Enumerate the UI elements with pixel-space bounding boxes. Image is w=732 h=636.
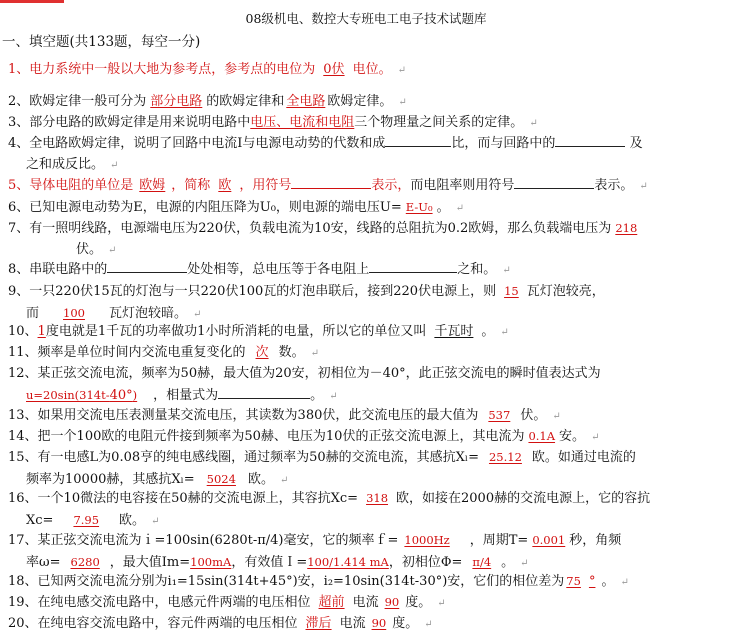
question-9: 9、一只220伏15瓦的灯泡与一只220伏100瓦的灯泡串联后，接到220伏电源上，则 15 瓦灯泡较亮， 而 100 瓦灯泡较暗。 ↵ (8, 284, 605, 321)
question-8: 8、串联电路中的 处处相等，总电压等于各电阻上 之和。 ↵ (8, 262, 511, 277)
question-1: 1、电力系统中一般以大地为参考点，参考点的电位为 0伏 电位。 ↵ (8, 62, 406, 77)
answer-blank (555, 134, 625, 147)
question-4: 4、全电路欧姆定律，说明了回路中电流Ⅰ与电源电动势的代数和成 比，而与回路中的 及 之和成反比。 ↵ (8, 136, 643, 172)
answer-blank (369, 260, 457, 273)
page-title: 08级机电、数控大专班电工电子技术试题库 (245, 11, 487, 26)
top-edge-mark (0, 0, 64, 3)
answer-blank (107, 260, 187, 273)
question-15: 15、有一电感L为0.08亨的纯电感线圈，通过频率为50赫的交流电流，其感抗Xₗ= 25.12 欧。如通过电流的 频率为10000赫，其感抗Xₗ= 5024 欧。 ↵ (8, 450, 636, 487)
question-18: 18、已知两交流电流分别为i₁=15sin(314t+45°)安，i₂=10sin(314t-30°)安，它们的相位差为 75 ° 。 ↵ (8, 574, 629, 589)
section-heading: 一、填空题(共133题，每空一分) (2, 34, 201, 50)
question-3: 3、部分电路的欧姆定律是用来说明电路中电压、电流和电阻三个物理量之间关系的定律。 ↵ (8, 115, 538, 130)
question-10: 10、1度电就是1千瓦的功率做功1小时所消耗的电量，所以它的单位又叫 千瓦时 。 ↵ (8, 324, 509, 339)
question-2: 2、欧姆定律一般可分为 部分电路 的欧姆定律和 全电路 欧姆定律。 ↵ (8, 94, 407, 109)
question-12: 12、某正弦交流电流，频率为50赫，最大值为20安，初相位为－40°，此正弦交流电的瞬时值表达式为 u=20sin(314t-40°) ，相量式为 。 ↵ (8, 366, 601, 403)
answer-blank (218, 386, 310, 399)
answer-blank (385, 134, 451, 147)
question-13: 13、如果用交流电压表测量某交流电压，其读数为380伏，此交流电压的最大值为 537 伏。 ↵ (8, 408, 561, 423)
question-17: 17、某正弦交流电流为ｉ=100sin(6280t-π/4)毫安，它的频率ｆ= 1000Hz ，周期T= 0.001 秒，角频 率ω= 6280 ，最大值Im=100mA，有效值Ｉ=100/1.414 mA，初相位Φ= π/4 。 ↵ (8, 533, 622, 570)
answer-blank (514, 176, 594, 189)
question-14: 14、把一个100欧的电阻元件接到频率为50赫、电压为10伏的正弦交流电源上，其电流为 0.1A 安。 ↵ (8, 429, 600, 444)
question-19: 19、在纯电感交流电路中，电感元件两端的电压相位 超前 电流 90 度。 ↵ (8, 595, 446, 610)
question-5: 5、导体电阻的单位是 欧姆 ，简称 欧 ，用符号 表示，而电阻率则用符号 表示。 ↵ (8, 178, 648, 193)
question-7: 7、有一照明线路，电源端电压为220伏，负载电流为10安，线路的总阻抗为0.2欧姆，那么负载端电压为 218 伏。 ↵ (8, 221, 638, 257)
question-6: 6、已知电源电动势为E，电源的内阻压降为U₀，则电源的端电压U= E-U₀ 。 ↵ (8, 200, 464, 215)
question-11: 11、频率是单位时间内交流电重复变化的 次 数。 ↵ (8, 345, 319, 360)
answer-blank (291, 176, 371, 189)
question-16: 16、一个10微法的电容接在50赫的交流电源上，其容抗Xc= 318 欧，如接在2000赫的交流电源上，它的容抗 Xc= 7.95 欧。 ↵ (8, 491, 651, 528)
question-20: 20、在纯电容交流电路中，容元件两端的电压相位 滞后 电流 90 度。 ↵ (8, 616, 433, 631)
